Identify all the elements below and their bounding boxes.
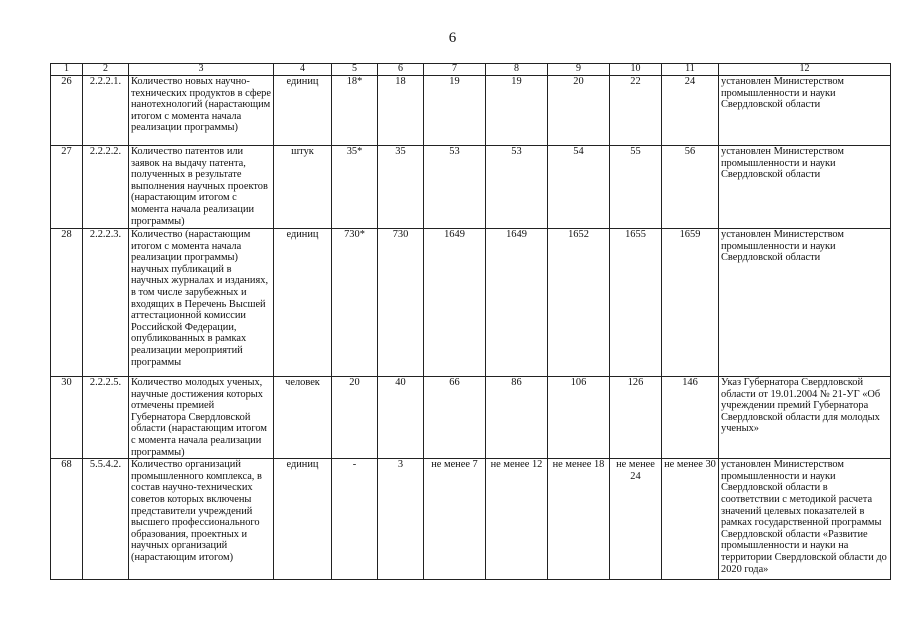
row-description: Количество новых научно-технических продуктов в сфере нанотехнологий (нарастающим итогом с момента начала реализации программы) [129,76,274,146]
row-value: 53 [486,146,548,229]
row-description: Количество (нарастающим итогом с момента начала реализации программы) научных публикаций в научных журналах и изданиях, в том числе зарубежных и входящих в Перечень Высшей аттестационной комиссии Российской Федерации, опубликованных в рамках реализации мероприятий программы [129,229,274,377]
col-header: 12 [719,64,891,76]
page-number: 6 [448,30,457,46]
row-value: 126 [610,377,662,459]
row-code: 2.2.2.2. [83,146,129,229]
row-value: 1652 [548,229,610,377]
row-value: 35* [332,146,378,229]
row-value: 18 [378,76,424,146]
row-value: 1655 [610,229,662,377]
row-value: 18* [332,76,378,146]
row-value: 106 [548,377,610,459]
row-value: 20 [548,76,610,146]
row-value: 19 [424,76,486,146]
row-value: 1649 [486,229,548,377]
row-code: 2.2.2.5. [83,377,129,459]
row-value: 66 [424,377,486,459]
row-value: 22 [610,76,662,146]
row-value: не менее 12 [486,459,548,580]
row-code: 2.2.2.3. [83,229,129,377]
table-row [51,459,891,580]
row-unit: единиц [274,229,332,377]
row-number: 68 [51,459,83,580]
row-value: 1649 [424,229,486,377]
col-header: 6 [378,64,424,76]
row-value: 1659 [662,229,719,377]
row-unit: единиц [274,76,332,146]
row-value: 86 [486,377,548,459]
row-source-note: установлен Министерством промышленности и науки Свердловской области в соответствии с методикой расчета значений целевых показателей в рамках государственной программы Свердловской области «Развитие промышленности и науки на территории Свердловской области до 2020 года» [719,459,891,580]
row-value: не менее 24 [610,459,662,580]
col-header: 2 [83,64,129,76]
col-header: 4 [274,64,332,76]
header-row [51,64,891,76]
row-value: 19 [486,76,548,146]
row-unit: единиц [274,459,332,580]
row-value: не менее 30 [662,459,719,580]
col-header: 1 [51,64,83,76]
col-header: 5 [332,64,378,76]
col-header: 8 [486,64,548,76]
col-header: 11 [662,64,719,76]
row-value: не менее 7 [424,459,486,580]
row-number: 26 [51,76,83,146]
row-value: 56 [662,146,719,229]
row-value: 20 [332,377,378,459]
row-source-note: установлен Министерством промышленности и науки Свердловской области [719,146,891,229]
row-number: 28 [51,229,83,377]
row-value: 53 [424,146,486,229]
row-unit: штук [274,146,332,229]
col-header: 3 [129,64,274,76]
row-value: не менее 18 [548,459,610,580]
row-number: 30 [51,377,83,459]
row-value: 54 [548,146,610,229]
row-unit: человек [274,377,332,459]
table-row [51,76,891,146]
row-value: 24 [662,76,719,146]
row-value: - [332,459,378,580]
table-row [51,146,891,229]
row-value: 55 [610,146,662,229]
row-value: 40 [378,377,424,459]
indicators-table [50,63,891,580]
row-source-note: установлен Министерством промышленности и науки Свердловской области [719,76,891,146]
table-row [51,377,891,459]
row-number: 27 [51,146,83,229]
row-value: 730 [378,229,424,377]
col-header: 9 [548,64,610,76]
row-source-note: Указ Губернатора Свердловской области от 19.01.2004 № 21-УГ «Об учреждении премий Губернатора Свердловской области для молодых ученых» [719,377,891,459]
row-description: Количество патентов или заявок на выдачу патента, полученных в результате выполнения научных проектов (нарастающим итогом с момента начала реализации программы) [129,146,274,229]
col-header: 7 [424,64,486,76]
table-row [51,229,891,377]
col-header: 10 [610,64,662,76]
row-source-note: установлен Министерством промышленности и науки Свердловской области [719,229,891,377]
row-value: 730* [332,229,378,377]
row-value: 3 [378,459,424,580]
row-code: 2.2.2.1. [83,76,129,146]
row-description: Количество молодых ученых, научные достижения которых отмечены премией Губернатора Свердловской области (нарастающим итогом с момента начала реализации программы) [129,377,274,459]
row-description: Количество организаций промышленного комплекса, в состав научно-технических советов которых включены представители учреждений высшего профессионального образования, проектных и научных организаций (нарастающим итогом) [129,459,274,580]
row-value: 35 [378,146,424,229]
row-code: 5.5.4.2. [83,459,129,580]
row-value: 146 [662,377,719,459]
